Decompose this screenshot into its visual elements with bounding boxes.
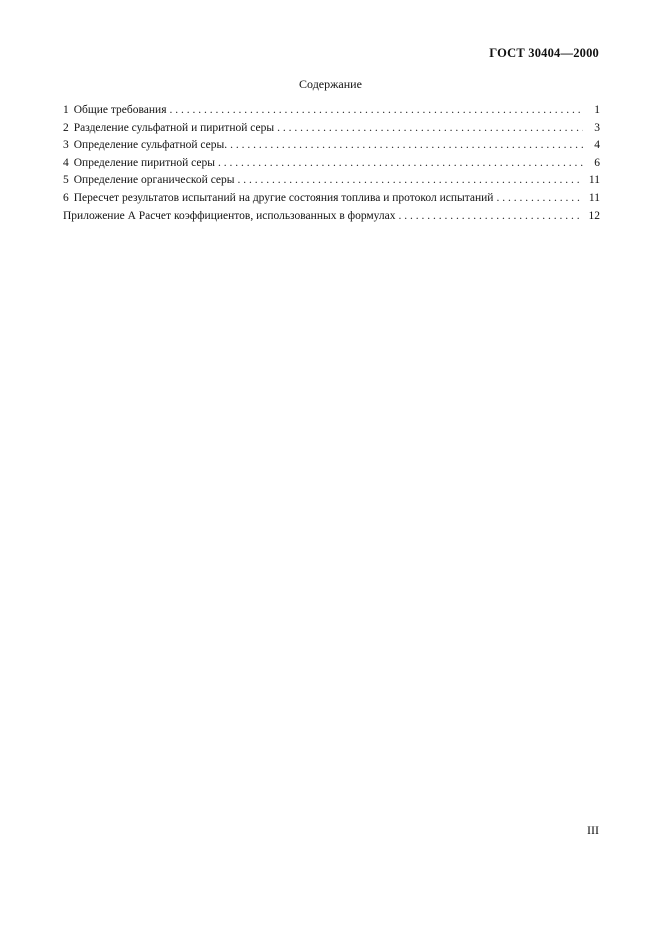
toc-entry-label: Приложение А Расчет коэффициентов, использованных в формулах xyxy=(63,209,396,222)
toc-entry-label: Определение органической серы xyxy=(73,174,235,187)
toc-entry-number: 2 xyxy=(63,121,69,134)
page-number: III xyxy=(587,823,599,837)
toc-entry-number: 5 xyxy=(63,174,69,187)
toc-entry-label: Пересчет результатов испытаний на другие состояния топлива и протокол испытаний xyxy=(73,191,494,204)
toc-entry-label: Определение пиритной серы xyxy=(73,156,215,169)
toc-entry-label: Разделение сульфатной и пиритной серы xyxy=(73,121,275,134)
toc-entry-sulfate-sulfur[interactable] xyxy=(63,137,600,155)
toc-title: Содержание xyxy=(299,77,362,91)
toc-dot-leader xyxy=(277,120,583,138)
toc-entry-organic-sulfur[interactable] xyxy=(63,172,600,190)
toc-dot-leader xyxy=(218,155,583,173)
toc-entry-number: 1 xyxy=(63,104,69,116)
toc-entry-page: 11 xyxy=(588,174,600,187)
toc-entry-page: 4 xyxy=(594,139,600,152)
toc-dot-leader xyxy=(230,137,583,155)
toc-entry-number: 3 xyxy=(63,139,69,152)
toc-dot-leader xyxy=(399,208,583,226)
table-of-contents xyxy=(63,102,600,225)
toc-entry-page: 1 xyxy=(594,104,600,116)
toc-entry-page: 6 xyxy=(594,156,600,169)
document-standard-id: ГОСТ 30404—2000 xyxy=(489,46,599,60)
toc-entry-page: 12 xyxy=(588,209,600,222)
toc-entry-appendix-a[interactable] xyxy=(63,208,600,226)
toc-entry-page: 3 xyxy=(594,121,600,134)
toc-entry-label: Определение сульфатной серы. xyxy=(73,139,228,152)
toc-entry-label: Общие требования xyxy=(73,104,167,116)
toc-entry-separation[interactable] xyxy=(63,120,600,138)
toc-entry-pyrite-sulfur[interactable] xyxy=(63,155,600,173)
toc-dot-leader xyxy=(238,172,583,190)
toc-entry-general-requirements[interactable] xyxy=(63,102,600,120)
toc-entry-recalculation[interactable] xyxy=(63,190,600,208)
toc-dot-leader xyxy=(496,190,583,208)
toc-entry-number: 6 xyxy=(63,191,69,204)
toc-entry-page: 11 xyxy=(588,191,600,204)
toc-dot-leader xyxy=(170,102,584,120)
toc-entry-number: 4 xyxy=(63,156,69,169)
